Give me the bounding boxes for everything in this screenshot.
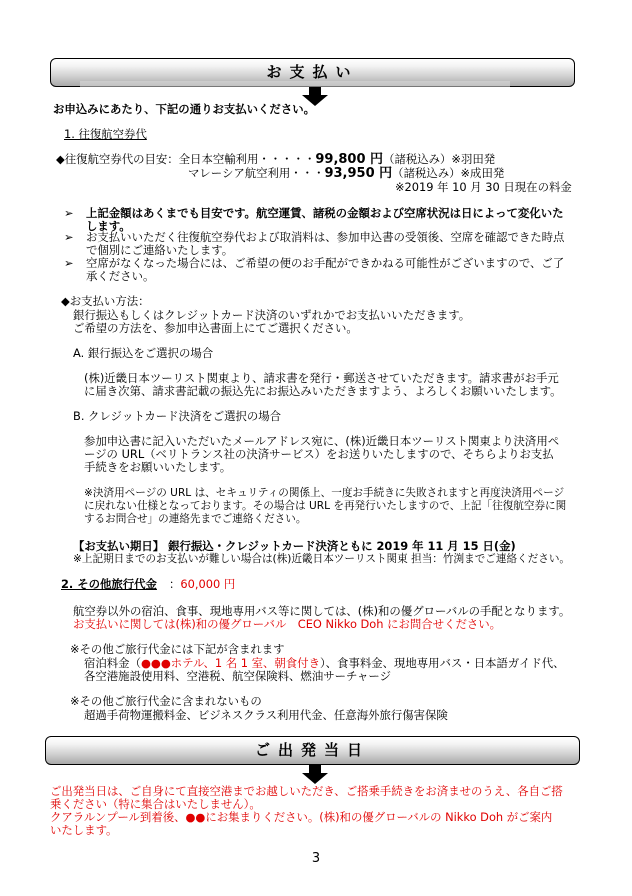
price-as-of-note: ※2019 年 10 月 30 日現在の料金	[395, 180, 572, 194]
estimate-line-ana	[56, 153, 495, 166]
option-b-line-3: 手続きをお願いいたします。	[84, 460, 232, 474]
down-arrow-icon	[302, 764, 328, 784]
option-b-title: B. クレジットカード決済をご選択の場合	[73, 409, 282, 423]
departure-line-4: いたします。	[50, 823, 118, 837]
other-costs-line-1: 航空券以外の宿泊、食事、現地専用バス等に関しては、(株)和の優グローバルの手配となります。	[73, 604, 571, 618]
faded-text-remnant	[80, 81, 510, 87]
other-costs-price-prefix: ：	[168, 577, 181, 591]
option-a-line-1: (株)近畿日本ツーリスト関東より、請求書を発行・郵送させていただきます。請求書がお手元	[84, 371, 559, 385]
estimate-line-mh	[188, 167, 504, 180]
note-1-line-2: します。	[86, 219, 131, 233]
method-line-2: ご希望の方法を、参加申込書面上にてご選択ください。	[73, 321, 358, 335]
page-number: 3	[311, 851, 321, 866]
departure-line-2: 乗ください（特に集合はいたしません）。	[50, 797, 261, 811]
departure-banner	[45, 736, 580, 765]
included-rest: ）、食事料金、現地専用バス・日本語ガイド代、	[319, 656, 565, 670]
departure-line-1: ご出発当日は、ご自身にて直接空港までお越しいただき、ご搭乗手続きをお済ませのうえ、各自ご搭	[50, 784, 563, 798]
mh-label: マレーシア航空利用・・・	[188, 166, 325, 180]
ana-price: 99,800 円	[315, 152, 384, 167]
option-b-note-line-2: に戻れない仕様となっております。その場合は URL を再発行いたしますので、上記「往復航空券に関	[84, 500, 567, 512]
note-bullet-icon: ➢	[64, 206, 74, 220]
mh-price: 93,950 円	[324, 166, 393, 181]
option-a-line-2: に届き次第、請求書記載の振込先にお振込みいただきますよう、よろしくお願いいたします。	[84, 384, 562, 398]
note-3-line-2: 承ください。	[86, 269, 155, 283]
method-heading: ◆お支払い方法：	[61, 294, 150, 308]
option-a-title: A. 銀行振込をご選択の場合	[73, 346, 214, 360]
option-b-note-line-3: するお問合せ」の連絡先までご連絡ください。	[84, 513, 307, 525]
included-line-2: 各空港施設使用料、空港税、航空保険料、燃油サーチャージ	[84, 669, 391, 683]
option-b-line-2: ージの URL（ベリトランス社の決済サービス）をお送りいたしますので、そちらよりお支払	[84, 447, 554, 461]
intro-text: お申込みにあたり、下記の通りお支払いください。	[53, 102, 315, 116]
other-costs-price: 60,000 円	[180, 577, 236, 591]
mh-note: （諸税込み）※成田発	[392, 166, 505, 180]
excluded-heading: ※その他ご旅行代金に含まれないもの	[70, 694, 262, 708]
option-b-note-line-1: ※決済用ページの URL は、セキュリティの関係上、一度お手続きに失敗されますと再度決済用ページ	[84, 487, 565, 499]
ana-note: （諸税込み）※羽田発	[383, 152, 496, 166]
note-bullet-icon: ➢	[64, 230, 74, 244]
note-2-line-1: お支払いいただく往復航空券代および取消料は、参加申込書の受領後、空席を確認できた時点	[86, 230, 565, 244]
departure-banner-title: ご出発当日	[254, 741, 370, 759]
method-line-1: 銀行振込もしくはクレジットカード決済のいずれかでお支払いいただきます。	[73, 308, 471, 322]
estimate-label: ◆往復航空券代の目安：全日本空輸利用・・・・・	[56, 152, 316, 166]
excluded-line: 超過手荷物運搬料金、ビジネスクラス利用代金、任意海外旅行傷害保険	[84, 708, 448, 722]
note-2-line-2: で個別にご連絡いたします。	[86, 243, 234, 257]
payment-deadline: 【お支払い期日】 銀行振込・クレジットカード決済ともに 2019 年 11 月 15 日(金)	[73, 539, 516, 553]
note-1-line-1: 上記金額はあくまでも目安です。航空運賃、諸税の金額および空席状況は日によって変化いた	[86, 206, 564, 220]
included-heading: ※その他ご旅行代金には下記が含まれます	[70, 642, 285, 656]
note-3-line-1: 空席がなくなった場合には、ご希望の便のお手配ができかねる可能性がございますので、ご了	[86, 256, 565, 270]
option-b-line-1: 参加申込書に記入いただいたメールアドレス宛に、(株)近畿日本ツーリスト関東より決済用ペ	[84, 434, 560, 448]
other-costs-heading: 2. その他旅行代金	[61, 577, 157, 591]
other-costs-contact: お支払いに関しては(株)和の優グローバル CEO Nikko Doh にお問合せください。	[73, 617, 502, 631]
hotel-details: ●●●ホテル、1 名 1 室、朝食付き	[140, 656, 320, 670]
payment-banner-title: お支払い	[266, 63, 359, 81]
included-prefix: 宿泊料金（	[84, 656, 141, 670]
departure-line-3: クアラルンプール到着後、●●にお集まりください。(株)和の優グローバルの Nikko Doh がご案内	[50, 810, 553, 824]
airfare-heading: 1. 往復航空券代	[64, 127, 147, 141]
deadline-note: ※上記期日までのお支払いが難しい場合は(株)近畿日本ツーリスト関東 担当：竹渕までご連絡ください。	[73, 553, 571, 565]
other-costs-line	[61, 578, 235, 591]
note-bullet-icon: ➢	[64, 256, 74, 270]
